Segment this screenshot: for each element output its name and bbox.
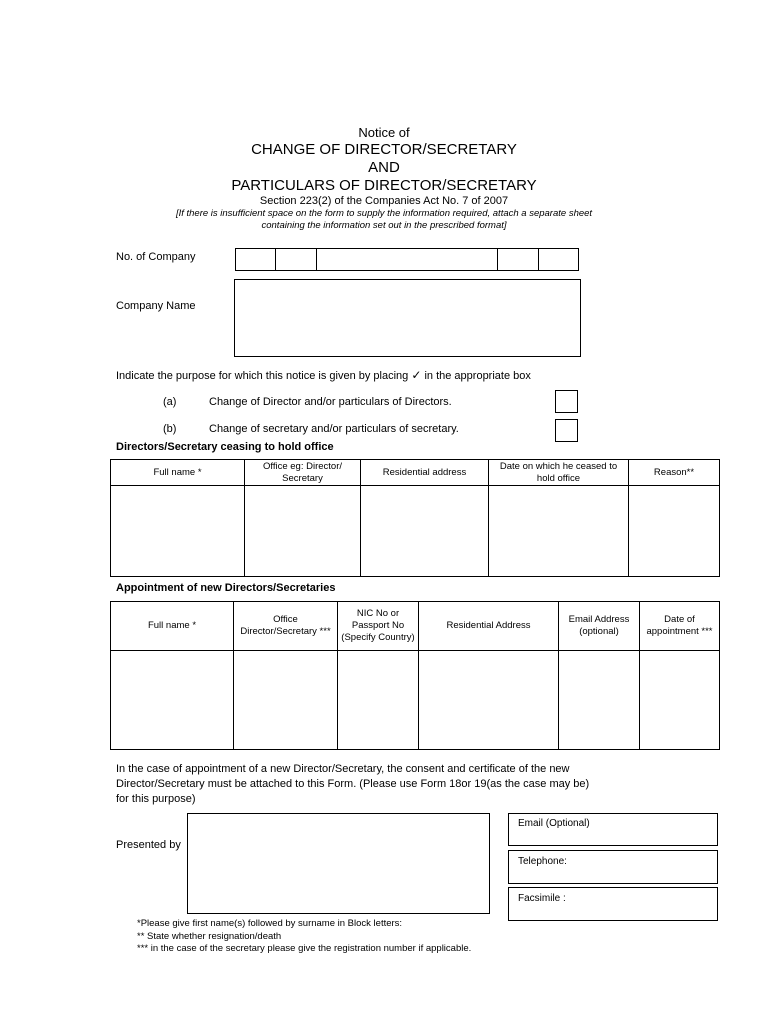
company-number-cell-2[interactable] <box>275 248 317 271</box>
appointment-cell-nic-passport[interactable] <box>338 651 419 750</box>
telephone-label: Telephone: <box>518 856 567 867</box>
presented-by-field[interactable] <box>187 813 490 914</box>
ceasing-cell-date-ceased[interactable] <box>489 486 629 577</box>
form-title-line1: CHANGE OF DIRECTOR/SECRETARY <box>251 141 517 158</box>
company-number-cell-3[interactable] <box>316 248 498 271</box>
option-a-checkbox[interactable] <box>555 390 578 413</box>
appointment-col-date-appointment: Date of appointment *** <box>640 602 720 651</box>
appointment-section-heading: Appointment of new Directors/Secretaries <box>116 582 336 594</box>
form-title-line2: AND <box>368 159 400 176</box>
company-name-field[interactable] <box>234 279 581 357</box>
company-number-label: No. of Company <box>116 251 196 263</box>
facsimile-field[interactable] <box>508 887 718 921</box>
ceasing-cell-reason[interactable] <box>629 486 720 577</box>
purpose-instruction-suffix: in the appropriate box <box>424 370 531 382</box>
ceasing-cell-office[interactable] <box>245 486 361 577</box>
option-b-checkbox[interactable] <box>555 419 578 442</box>
ceasing-table <box>110 459 720 577</box>
table-row <box>111 651 720 750</box>
purpose-instruction-text: Indicate the purpose for which this notice is given by placing <box>116 370 409 382</box>
footnotes <box>137 918 471 956</box>
appointment-cell-full-name[interactable] <box>111 651 234 750</box>
company-name-label: Company Name <box>116 300 196 312</box>
company-number-cell-1[interactable] <box>235 248 276 271</box>
option-b-marker: (b) <box>163 423 177 435</box>
ceasing-col-full-name: Full name * <box>111 460 245 486</box>
ceasing-section-heading: Directors/Secretary ceasing to hold office <box>116 441 334 453</box>
consent-note <box>116 762 589 807</box>
instruction-note-line2: containing the information set out in the prescribed format] <box>261 220 507 231</box>
company-number-cell-4[interactable] <box>497 248 539 271</box>
email-label: Email (Optional) <box>518 818 590 829</box>
instruction-note-line1: [If there is insufficient space on the form to supply the information required, attach a separate sheet <box>175 208 593 219</box>
consent-note-line2: Director/Secretary must be attached to this Form. (Please use Form 18or 19(as the case may be) <box>116 778 590 790</box>
appointment-col-office: Office Director/Secretary *** <box>234 602 338 651</box>
appointment-table <box>110 601 720 750</box>
footnote-block-letters: *Please give first name(s) followed by surname in Block letters: <box>137 918 403 929</box>
consent-note-line3: for this purpose) <box>116 793 196 805</box>
appointment-col-email: Email Address (optional) <box>559 602 640 651</box>
facsimile-label: Facsimile : <box>518 893 566 904</box>
ceasing-col-residential-address: Residential address <box>361 460 489 486</box>
ceasing-col-reason: Reason** <box>629 460 720 486</box>
option-a-marker: (a) <box>163 396 177 408</box>
company-number-cell-5[interactable] <box>538 248 579 271</box>
ceasing-col-date-ceased: Date on which he ceased to hold office <box>489 460 629 486</box>
option-a-text: Change of Director and/or particulars of Directors. <box>209 396 452 408</box>
appointment-cell-residential-address[interactable] <box>419 651 559 750</box>
appointment-col-full-name: Full name * <box>111 602 234 651</box>
table-row <box>111 486 720 577</box>
appointment-col-nic-passport: NIC No or Passport No (Specify Country) <box>338 602 419 651</box>
appointment-cell-email[interactable] <box>559 651 640 750</box>
appointment-cell-office[interactable] <box>234 651 338 750</box>
footnote-registration: *** in the case of the secretary please give the registration number if applicable. <box>137 943 472 954</box>
appointment-col-residential-address: Residential Address <box>419 602 559 651</box>
footnote-resignation: ** State whether resignation/death <box>137 930 282 942</box>
presented-by-label: Presented by <box>116 839 181 851</box>
section-reference: Section 223(2) of the Companies Act No. 7 of 2007 <box>259 195 509 207</box>
ceasing-cell-residential-address[interactable] <box>361 486 489 577</box>
option-b-text: Change of secretary and/or particulars of secretary. <box>209 423 459 435</box>
checkmark-icon: ✓ <box>411 368 422 382</box>
ceasing-col-office: Office eg: Director/ Secretary <box>245 460 361 486</box>
appointment-cell-date-appointment[interactable] <box>640 651 720 750</box>
purpose-instruction <box>116 368 531 382</box>
ceasing-cell-full-name[interactable] <box>111 486 245 577</box>
consent-note-line1: In the case of appointment of a new Director/Secretary, the consent and certificate of the new <box>116 763 570 775</box>
notice-of-label: Notice of <box>358 125 410 140</box>
email-field[interactable] <box>508 813 718 846</box>
telephone-field[interactable] <box>508 850 718 884</box>
form-title-line3: PARTICULARS OF DIRECTOR/SECRETARY <box>231 177 537 194</box>
